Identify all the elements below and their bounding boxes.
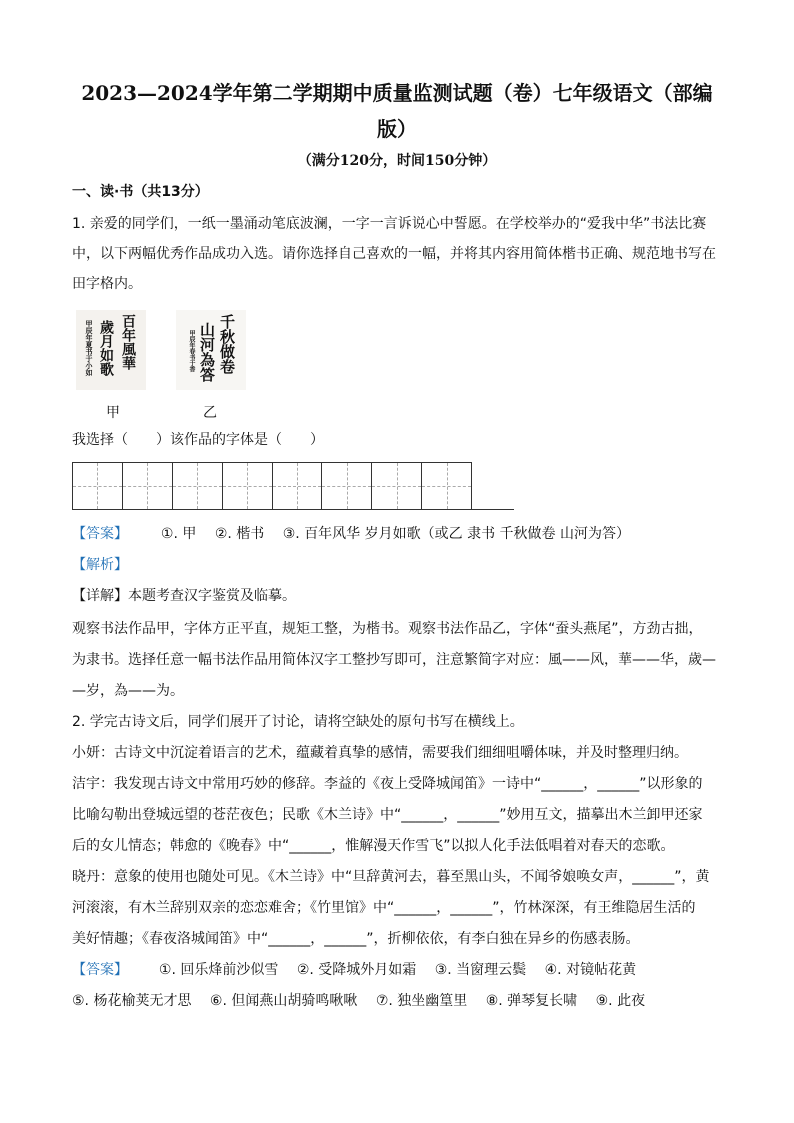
calligraphy-b-inscription: 甲辰年春书于香 — [188, 330, 195, 372]
exam-info: （满分120分，时间150分钟） — [297, 153, 497, 169]
q1-answer — [72, 523, 732, 545]
calligraphy-image-b — [176, 310, 246, 390]
q2-text-6: 晓丹：意象的使用也随处可见。《木兰诗》中“旦辞黄河去，暮至黑山头，不闻爷娘唤女声，______”，黄 — [72, 869, 710, 885]
explanation-1: 观察书法作品甲，字体方正平直，规矩工整，为楷书。观察书法作品乙，字体“蚕头燕尾”，方劲古拙， — [72, 621, 703, 637]
answer-item: ②. 楷书 — [214, 526, 265, 542]
answer-item: ③. 当窗理云鬓 — [434, 962, 527, 978]
q1-text-1: 1. 亲爱的同学们，一纸一墨涌动笔底波澜，一字一言诉说心中誓愿。在学校举办的“爱我中华”书法比赛 — [72, 216, 707, 232]
analysis-tag: 【解析】 — [72, 557, 128, 573]
section-heading: 一、读·书（共13分） — [72, 184, 209, 200]
page-title — [70, 74, 724, 148]
detail-tag: 【详解】 — [72, 588, 128, 604]
q2-text-2: 小妍：古诗文中沉淀着语言的艺术，蕴藏着真挚的感情，需要我们细细咀嚼体味，并及时整理归纳。 — [72, 745, 688, 761]
answer-item: ⑨. 此夜 — [595, 993, 646, 1009]
q1-text-3: 田字格内。 — [72, 276, 142, 292]
calligraphy-a-col1: 百年風華 — [120, 314, 136, 370]
answer-item: ①. 回乐烽前沙似雪 — [158, 962, 279, 978]
analysis-label — [72, 554, 732, 576]
caption-a: 甲 — [106, 405, 120, 421]
explanation-2: 为隶书。选择任意一幅书法作品用简体汉字工整抄写即可，注意繁简字对应：風——风，華——华，歲— — [72, 652, 716, 668]
calligraphy-a-inscription: 甲辰年夏书于小如 — [85, 320, 94, 376]
grid-underline — [472, 509, 514, 510]
q1-text-2: 中，以下两幅优秀作品成功入选。请你选择自己喜欢的一幅，并将其内容用简体楷书正确、规范地书写在 — [72, 246, 716, 262]
answer-item: ⑦. 独坐幽篁里 — [375, 993, 468, 1009]
grid-cell[interactable] — [173, 463, 223, 509]
title-line-2: 版） — [377, 117, 417, 141]
q2-text-4: 比喻勾勒出登城远望的苍茫夜色；民歌《木兰诗》中“______，______”妙用互文，描摹出木兰卸甲还家 — [72, 807, 703, 823]
calligraphy-image-a — [76, 310, 146, 390]
grid-cell[interactable] — [73, 463, 123, 509]
q2-text-1: 2. 学完古诗文后，同学们展开了讨论，请将空缺处的原句书写在横线上。 — [72, 714, 524, 730]
selection-prompt: 我选择（ ）该作品的字体是（ ） — [72, 432, 324, 448]
q2-text-8: 美好情趣；《春夜洛城闻笛》中“______，______”，折柳依依，有李白独在异乡的伤感表肠。 — [72, 931, 640, 947]
grid-cell[interactable] — [273, 463, 323, 509]
answer-item: ④. 对镜帖花黄 — [544, 962, 637, 978]
answer-item: ①. 甲 — [160, 526, 197, 542]
grid-cell[interactable] — [223, 463, 273, 509]
grid-cell[interactable] — [422, 463, 471, 509]
answer-label: 【答案】 — [72, 962, 128, 978]
grid-cell[interactable] — [372, 463, 422, 509]
detail-text: 本题考查汉字鉴赏及临摹。 — [128, 588, 296, 604]
explanation-3: —岁，為——为。 — [72, 683, 184, 699]
answer-item: ⑥. 但闻燕山胡骑鸣啾啾 — [209, 993, 358, 1009]
q2-text-3: 洁宇：我发现古诗文中常用巧妙的修辞。李益的《夜上受降城闻笛》一诗中“______，______”以形象的 — [72, 776, 703, 792]
grid-cell[interactable] — [123, 463, 173, 509]
answer-item: ③. 百年风华 岁月如歌（或乙 隶书 千秋做卷 山河为答） — [282, 526, 630, 542]
q2-answer-row-2 — [72, 990, 732, 1012]
tianzige-grid[interactable] — [72, 462, 472, 510]
answer-label: 【答案】 — [72, 526, 128, 542]
detail-line — [72, 585, 732, 607]
caption-b: 乙 — [203, 405, 217, 421]
answer-item: ⑤. 杨花榆荚无才思 — [72, 993, 192, 1009]
answer-item: ②. 受降城外月如霜 — [296, 962, 417, 978]
calligraphy-b-col1: 千秋做卷 — [218, 314, 236, 374]
q2-text-7: 河滚滚，有木兰辞别双亲的恋恋难舍；《竹里馆》中“______，______”，竹林深深，有王维隐居生活的 — [72, 900, 696, 916]
q2-answer-row-1 — [72, 959, 732, 981]
calligraphy-a-col2: 歲月如歌 — [98, 320, 114, 376]
answer-item: ⑧. 弹琴复长啸 — [485, 993, 578, 1009]
q2-text-5: 后的女儿情态；韩愈的《晚春》中“______，惟解漫天作雪飞”以拟人化手法低唱着对春天的恋歌。 — [72, 838, 675, 854]
calligraphy-b-col2: 山河為答 — [198, 322, 216, 382]
grid-cell[interactable] — [322, 463, 372, 509]
title-line-1: 2023—2024学年第二学期期中质量监测试题（卷）七年级语文（部编 — [81, 81, 713, 105]
